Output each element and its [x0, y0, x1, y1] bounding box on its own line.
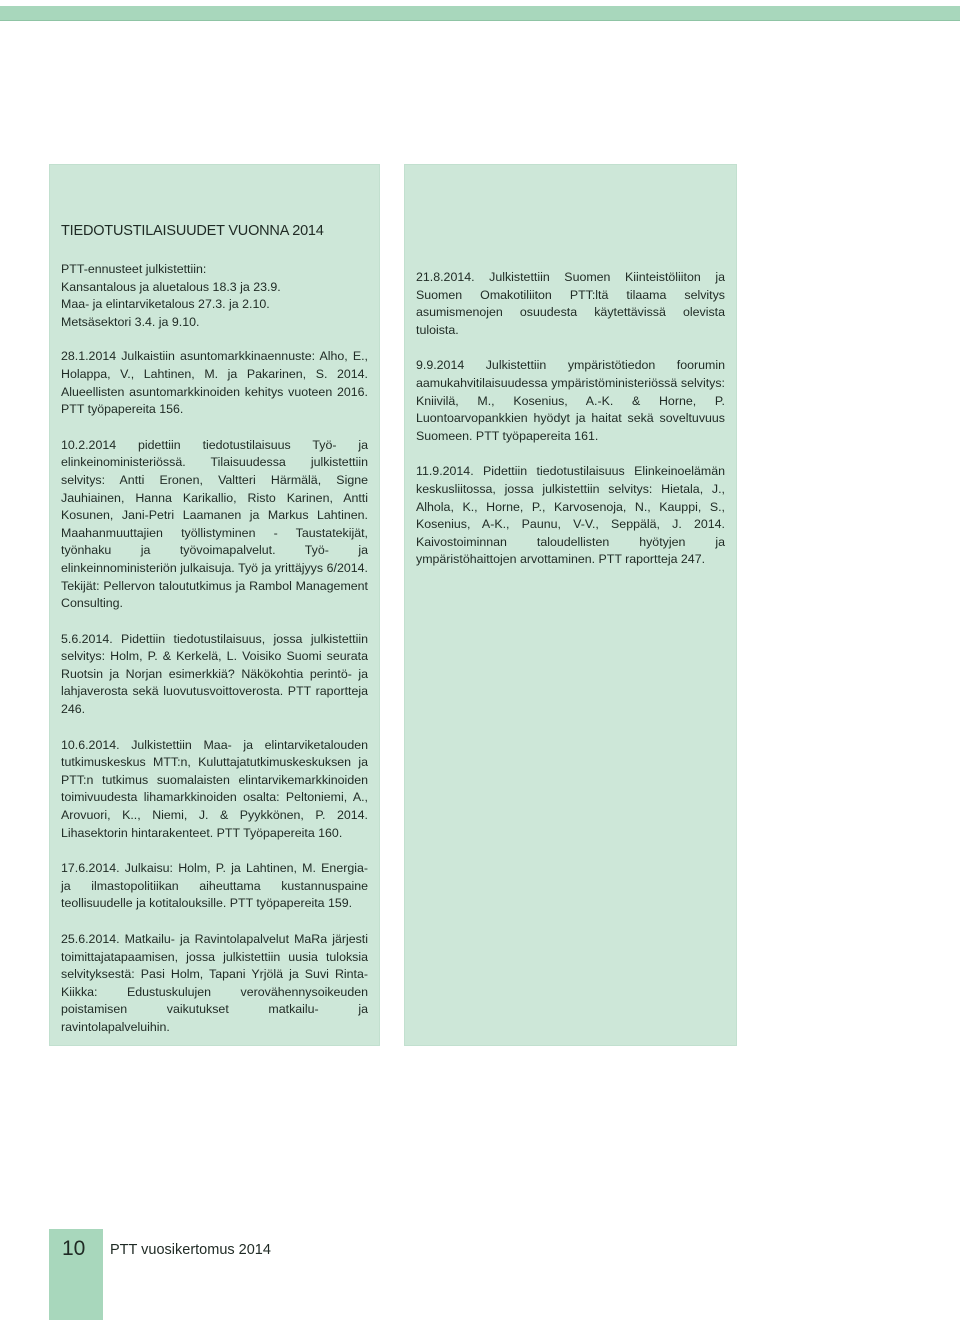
event-entry: 10.2.2014 pidettiin tiedotustilaisuus Työ- ja elinkeinoministeriössä. Tilaisuudessa julkistettiin selvitys: Antti Eronen, Valtteri Härmälä, Signe Jauhiainen, Hanna Karikallio, Risto Karinen, Antti Kosunen, Jani-Petri Laamanen ja Markus Lahtinen. Maahanmuuttajien työllistyminen - Taustatekijät, työnhaku ja työvoimapalvelut. Työ- ja elinkeinnoministeriön julkaisuja. Työ ja yrittäjyys 6/2014. Tekijät: Pellervon taloututkimus ja Rambol Management Consulting.	[61, 437, 368, 611]
event-entry: 21.8.2014. Julkistettiin Suomen Kiinteistöliiton ja Suomen Omakotiliiton PTT:ltä tilaama selvitys asumismenojen osuudesta käytettävissä olevista tuloista.	[416, 270, 725, 337]
intro-block	[61, 261, 368, 331]
intro-line: PTT-ennusteet julkistettiin:	[61, 262, 207, 276]
right-column-panel	[404, 164, 737, 1046]
intro-line: Kansantalous ja aluetalous 18.3 ja 23.9.	[61, 279, 281, 294]
intro-line: Maa- ja elintarviketalous 27.3. ja 2.10.	[61, 297, 270, 312]
left-column-panel	[49, 164, 380, 1046]
section-heading: TIEDOTUSTILAISUUDET VUONNA 2014	[61, 223, 324, 239]
event-entry: 10.6.2014. Julkistettiin Maa- ja elintarviketalouden tutkimuskeskus MTT:n, Kuluttajatutkimuskeskuksen ja PTT:n tutkimus suomalaisten elintarvikemarkkinoiden toimivuudesta lihamarkkinoiden osalta: Peltoniemi, A., Arovuori, K.., Niemi, J. & Pyykkönen, P. 2014. Lihasektorin hintarakenteet. PTT Työpapereita 160.	[61, 737, 368, 840]
top-decorative-bar	[0, 6, 960, 21]
event-entry: 28.1.2014 Julkaistiin asuntomarkkinaennuste: Alho, E., Holappa, V., Lahtinen, M. ja Pakarinen, S. 2014. Alueellisten asuntomarkkinoiden kehitys vuoteen 2016. PTT työpapereita 156.	[61, 349, 368, 417]
intro-line: Metsäsektori 3.4. ja 9.10.	[61, 314, 200, 329]
event-entry: 11.9.2014. Pidettiin tiedotustilaisuus Elinkeinoelämän keskusliitossa, jossa julkistettiin selvitys: Hietala, J., Alhola, K., Horne, P., Karvosenoja, N., Kauppi, S., Kosenius, A-K., Paunu, V-V., Seppälä, J. 2014. Kaivostoiminnan taloudellisten hyötyjen ja ympäristöhaittojen arvottaminen. PTT raportteja 247.	[416, 464, 725, 567]
publication-title: PTT vuosikertomus 2014	[110, 1242, 271, 1258]
event-entry: 17.6.2014. Julkaisu: Holm, P. ja Lahtinen, M. Energia- ja ilmastopolitiikan aiheuttama kustannuspaine teollisuudelle ja kotitalouksille. PTT työpapereita 159.	[61, 861, 368, 911]
event-entry: 25.6.2014. Matkailu- ja Ravintolapalvelut MaRa järjesti toimittajatapaamisen, jossa julkistettiin uusia tuloksia selvityksestä: Pasi Holm, Tapani Yrjölä ja Suvi Rinta-Kiikka: Edustuskulujen verovähennysoikeuden poistamisen vaikutukset matkailu- ja ravintolapalveluihin.	[61, 932, 368, 1034]
event-entry: 5.6.2014. Pidettiin tiedotustilaisuus, jossa julkistettiin selvitys: Holm, P. & Kerkelä, L. Voisiko Suomi seurata Ruotsin ja Norjan esimerkkiä? Näkökohtia perintö- ja lahjaverosta sekä luovutusvoittoverosta. PTT raportteja 246.	[61, 631, 368, 717]
event-entry: 9.9.2014 Julkistettiin ympäristötiedon foorumin aamukahvitilaisuudessa ympäristöministeriössä selvitys: Kniivilä, M., Kosenius, A.-K. & Horne, P. Luontoarvopankkien hyödyt ja haitat sekä soveltuvuus Suomeen. PTT työpapereita 161.	[416, 358, 725, 443]
page-number: 10	[62, 1237, 86, 1260]
